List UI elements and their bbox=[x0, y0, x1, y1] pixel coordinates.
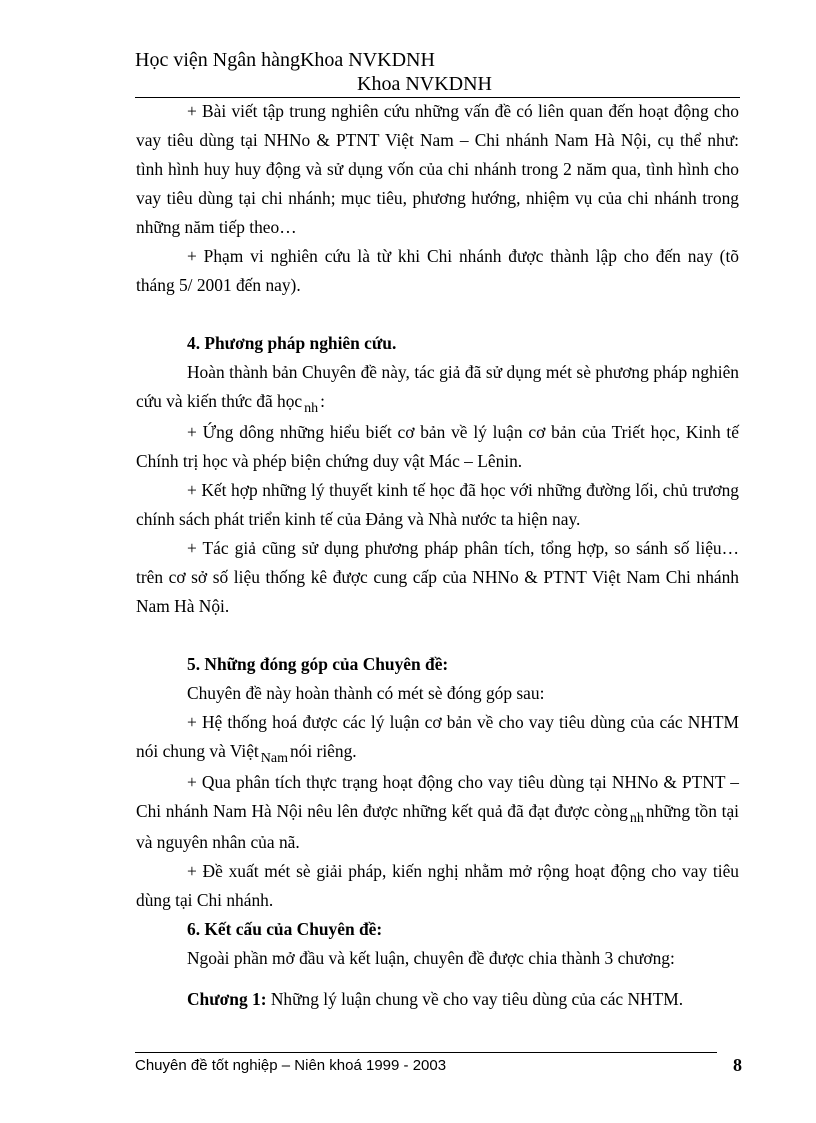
paragraph-methods-text: Hoàn thành bản Chuyên đề này, tác giả đã sử dụng mét sè phương pháp nghiên cứu và kiến thức đã học bbox=[136, 362, 739, 411]
spacer bbox=[136, 973, 739, 985]
paragraph-range: + Phạm vi nghiên cứu là từ khi Chi nhánh được thành lập cho đến nay (tõ tháng 5/ 2001 đến nay). bbox=[136, 246, 739, 295]
spacer bbox=[136, 300, 739, 329]
spacer bbox=[136, 621, 739, 650]
header-line-2: Khoa NVKDNH bbox=[357, 73, 492, 95]
paragraph-method-policy: + Kết hợp những lý thuyết kinh tế học đã học với những đường lối, chủ trương chính sách phát triển kinh tế của Đảng và Nhà nước ta hiện nay. bbox=[136, 480, 739, 529]
footer-rule bbox=[135, 1052, 717, 1053]
paragraph-scope: + Bài viết tập trung nghiên cứu những vấn đề có liên quan đến hoạt động cho vay tiêu dùng tại NHNo & PTNT Việt Nam – Chi nhánh Nam Hà Nội, cụ thể như: tình hình huy huy động và sử dụng vốn của chi nhánh trong 2 năm qua, tình hình cho vay tiêu dùng tại chi nhánh; mục tiêu, phương hướng, nhiệm vụ của chi nhánh trong những năm tiếp theo… bbox=[136, 101, 739, 237]
paragraph-contribution-analysis-end: những tồn tại và nguyên nhân của nã. bbox=[136, 801, 739, 852]
footer-text: Chuyên đề tốt nghiệp – Niên khoá 1999 - 2003 bbox=[135, 1057, 447, 1074]
paragraph-contribution-theory-end: nói riêng. bbox=[289, 741, 357, 761]
heading-section-4: 4. Phương pháp nghiên cứu. bbox=[187, 333, 397, 353]
heading-section-6: 6. Kết cấu của Chuyên đề: bbox=[187, 919, 383, 939]
heading-section-5: 5. Những đóng góp của Chuyên đề: bbox=[187, 654, 449, 674]
body-text bbox=[136, 97, 739, 1014]
paragraph-contribution-theory bbox=[136, 708, 739, 768]
paragraph-method-philosophy: + Ứng dông những hiểu biết cơ bản về lý luận cơ bản của Triết học, Kinh tế Chính trị học và phép biện chứng duy vật Mác – Lênin. bbox=[136, 422, 739, 471]
header-line-1: Học viện Ngân hàngKhoa NVKDNH bbox=[135, 49, 435, 71]
chapter-1-text: Những lý luận chung về cho vay tiêu dùng của các NHTM. bbox=[270, 989, 684, 1009]
chapter-1-label: Chương 1: bbox=[187, 989, 267, 1009]
paragraph-contributions-intro: Chuyên đề này hoàn thành có mét sè đóng góp sau: bbox=[187, 683, 545, 703]
paragraph-method-analysis: + Tác giả cũng sử dụng phương pháp phân tích, tổng hợp, so sánh số liệu… trên cơ sở số liệu thống kê được cung cấp của NHNo & PTNT Việt Nam Chi nhánh Nam Hà Nội. bbox=[136, 538, 739, 616]
paragraph-chapter-1 bbox=[136, 985, 739, 1014]
paragraph-contribution-theory-text: + Hệ thống hoá được các lý luận cơ bản về cho vay tiêu dùng của các NHTM nói chung và Việt bbox=[136, 712, 739, 761]
subscript-fragment: nh bbox=[629, 811, 644, 826]
page-number: 8 bbox=[733, 1055, 742, 1075]
paragraph-methods bbox=[136, 358, 739, 418]
paragraph-contribution-analysis-text: + Qua phân tích thực trạng hoạt động cho vay tiêu dùng tại NHNo & PTNT – Chi nhánh Nam Hà Nội nêu lên được những kết quả đã đạt được còng bbox=[136, 772, 739, 821]
paragraph-contribution-analysis bbox=[136, 768, 739, 857]
subscript-fragment: Nam bbox=[260, 751, 288, 766]
paragraph-structure: Ngoài phần mở đầu và kết luận, chuyên đề được chia thành 3 chương: bbox=[187, 948, 675, 968]
paragraph-methods-end: : bbox=[320, 391, 325, 411]
subscript-fragment: nh bbox=[304, 401, 319, 416]
paragraph-contribution-solutions: + Đề xuất mét sè giải pháp, kiến nghị nhằm mở rộng hoạt động cho vay tiêu dùng tại Chi nhánh. bbox=[136, 861, 739, 910]
